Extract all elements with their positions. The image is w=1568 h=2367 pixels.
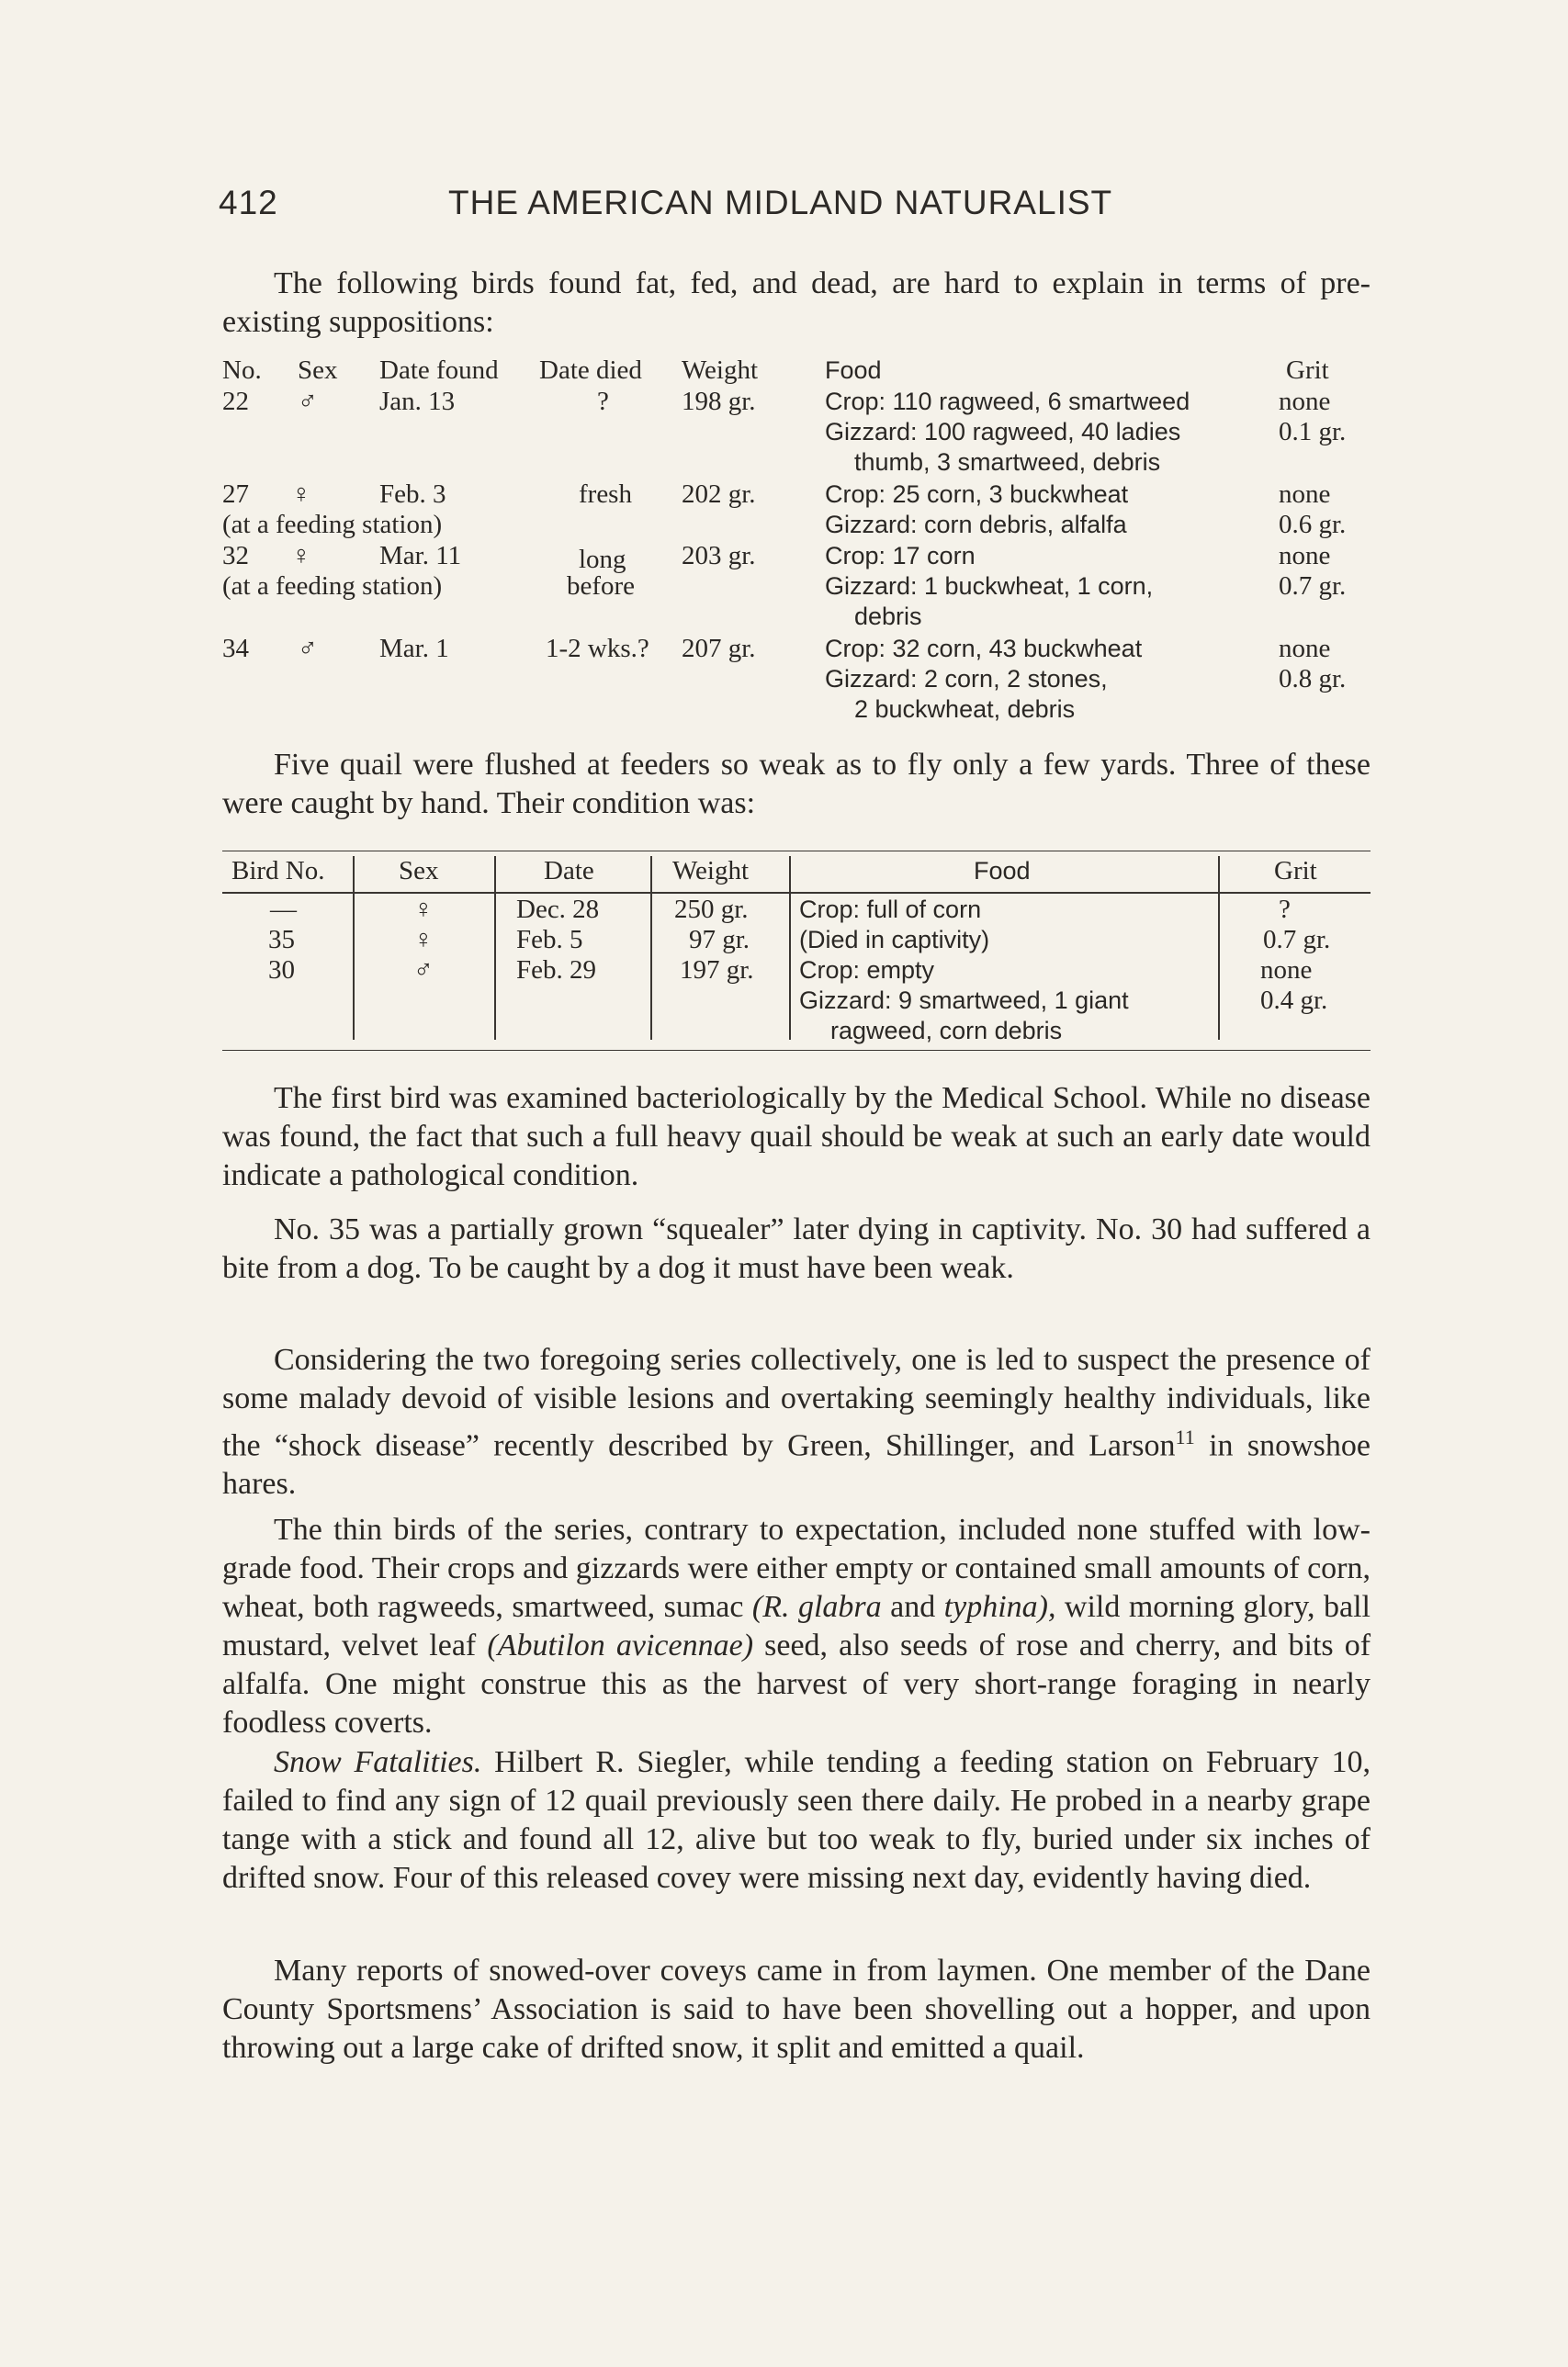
table-cell: none bbox=[1279, 479, 1331, 509]
page-number: 412 bbox=[219, 184, 278, 221]
table-cell: 198 gr. bbox=[682, 387, 756, 416]
journal-title: THE AMERICAN MIDLAND NATURALIST bbox=[448, 184, 1113, 221]
col-header-weight: Weight bbox=[682, 355, 759, 385]
table-cell: 197 gr. bbox=[680, 955, 754, 985]
table-cell: 0.6 gr. bbox=[1279, 510, 1347, 539]
table-cell: none bbox=[1279, 634, 1331, 663]
female-symbol: ♀ bbox=[291, 479, 311, 509]
table-cell: none bbox=[1279, 387, 1331, 416]
table-cell: Jan. 13 bbox=[379, 387, 456, 416]
male-symbol: ♂ bbox=[413, 955, 434, 985]
table-cell: Crop: empty bbox=[799, 956, 935, 984]
table-cell: fresh bbox=[579, 479, 632, 509]
col-header-grit: Grit bbox=[1274, 856, 1317, 885]
table-cell: Gizzard: 100 ragweed, 40 ladies bbox=[825, 418, 1181, 445]
col-header-grit: Grit bbox=[1286, 355, 1329, 385]
table-cell: 250 gr. bbox=[674, 895, 749, 924]
table-cell: none bbox=[1279, 541, 1331, 570]
table-cell: Mar. 1 bbox=[379, 634, 449, 663]
thin-birds-paragraph: The thin birds of the series, contrary to expectation, included none stuffed with low-grade food. Their crops and gizzards were either empty or contained small amounts of corn, wheat, both ragweeds, smartweed, sumac (R. glabra and typhina), wild morning glory, ball mustard, velvet leaf (Abutilon avicennae) seed, also seeds of rose and cherry, and bits of alfalfa. One might construe this as the harvest of very short-range foraging in nearly foodless coverts. bbox=[222, 1513, 1371, 1740]
table-cell: 207 gr. bbox=[682, 634, 756, 663]
col-header-sex: Sex bbox=[298, 355, 338, 385]
table-cell: Gizzard: 1 buckwheat, 1 corn, bbox=[825, 572, 1154, 600]
considering-paragraph: Considering the two foregoing series collectively, one is led to suspect the presence of some malady devoid of visible lesions and overtaking seemingly healthy individuals, like the “shock disease” recently described by Green, Shillinger, and Larson$^{11}$ in snowshoe hares. bbox=[222, 1343, 1371, 1502]
quail-paragraph: Five quail were flushed at feeders so weak as to fly only a few yards. Three of these were caught by hand. Their condition was: bbox=[222, 748, 1371, 820]
table-cell: 203 gr. bbox=[682, 541, 756, 570]
table-cell: 0.8 gr. bbox=[1279, 664, 1347, 693]
table-cell: Gizzard: 2 corn, 2 stones, bbox=[825, 665, 1108, 693]
table-cell: 34 bbox=[222, 634, 249, 663]
col-header-food: Food bbox=[825, 356, 882, 384]
table-cell: Gizzard: 9 smartweed, 1 giant bbox=[799, 986, 1129, 1014]
table-cell: Crop: 110 ragweed, 6 smartweed bbox=[825, 388, 1190, 415]
col-header-date-found: Date found bbox=[379, 355, 499, 385]
table-cell: 97 gr. bbox=[689, 925, 750, 954]
table-cell: 27 bbox=[222, 479, 249, 509]
table-cell: (Died in captivity) bbox=[799, 926, 990, 953]
reports-paragraph: Many reports of snowed-over coveys came in from laymen. One member of the Dane County Sportsmens’ Association is said to have been shovelling out a hopper, and upon throwing out a large cake of drifted snow, it split and emitted a quail. bbox=[222, 1954, 1371, 2065]
col-header-date: Date bbox=[544, 856, 594, 885]
col-header-no: No. bbox=[222, 355, 262, 385]
table-cell: 35 bbox=[268, 925, 295, 954]
table-cell: long bbox=[579, 545, 626, 574]
female-symbol: ♀ bbox=[413, 895, 434, 924]
col-header-sex: Sex bbox=[399, 856, 439, 885]
table-weak-quail bbox=[222, 847, 1371, 1051]
table-cell: Crop: 25 corn, 3 buckwheat bbox=[825, 480, 1129, 508]
table-cell: Dec. 28 bbox=[516, 895, 600, 924]
table-cell: 202 gr. bbox=[682, 479, 756, 509]
footnote-ref: 11 bbox=[1175, 1426, 1195, 1448]
table-cell: Feb. 3 bbox=[379, 479, 446, 509]
intro-paragraph: The following birds found fat, fed, and dead, are hard to explain in terms of pre-existing suppositions: bbox=[222, 266, 1371, 339]
table-cell: before bbox=[567, 571, 636, 601]
table-cell: Mar. 11 bbox=[379, 541, 462, 570]
snow-fatalities-paragraph: Snow Fatalities. Hilbert R. Siegler, while tending a feeding station on February 10, failed to find any sign of 12 quail previously seen there daily. He probed in a nearby grape tange with a stick and found all 12, alive but too weak to fly, buried under six inches of drifted snow. Four of this released covey were missing next day, evidently having died. bbox=[222, 1745, 1371, 1895]
col-header-food: Food bbox=[974, 857, 1031, 885]
column-divider bbox=[1218, 856, 1220, 1040]
table-cell: — bbox=[270, 895, 297, 924]
table-cell: Crop: 32 corn, 43 buckwheat bbox=[825, 635, 1143, 662]
table-note: (at a feeding station) bbox=[222, 571, 443, 601]
table-cell: 0.7 gr. bbox=[1279, 571, 1347, 601]
male-symbol: ♂ bbox=[298, 634, 318, 663]
table-note: (at a feeding station) bbox=[222, 510, 443, 539]
table-cell: Crop: 17 corn bbox=[825, 542, 976, 569]
table-cell: Feb. 29 bbox=[516, 955, 596, 985]
female-symbol: ♀ bbox=[413, 925, 434, 954]
no35-paragraph: No. 35 was a partially grown “squealer” later dying in captivity. No. 30 had suffered a bite from a dog. To be caught by a dog it must have been weak. bbox=[222, 1212, 1371, 1285]
col-header-weight: Weight bbox=[672, 856, 750, 885]
table-cell: ? bbox=[597, 387, 609, 416]
table-cell: ? bbox=[1279, 895, 1291, 924]
table-header-rule bbox=[222, 892, 1371, 894]
column-divider bbox=[789, 856, 791, 1040]
col-header-date-died: Date died bbox=[539, 355, 642, 385]
table-cell: 2 buckwheat, debris bbox=[854, 695, 1076, 723]
first-bird-paragraph: The first bird was examined bacteriologically by the Medical School. While no disease was found, the fact that such a full heavy quail should be weak at such an early date would indicate a pathological condition. bbox=[222, 1081, 1371, 1192]
table-cell: thumb, 3 smartweed, debris bbox=[854, 448, 1161, 476]
table-cell: 0.1 gr. bbox=[1279, 417, 1347, 446]
table-cell: 0.7 gr. bbox=[1263, 925, 1331, 954]
table-cell: Gizzard: corn debris, alfalfa bbox=[825, 511, 1127, 538]
table-cell: Feb. 5 bbox=[516, 925, 583, 954]
table-cell: Crop: full of corn bbox=[799, 896, 982, 923]
table-cell: 30 bbox=[268, 955, 295, 985]
column-divider bbox=[494, 856, 496, 1040]
table-cell: 22 bbox=[222, 387, 249, 416]
section-heading: Snow Fatalities. bbox=[274, 1745, 482, 1779]
table-cell: debris bbox=[854, 603, 922, 630]
table-cell: ragweed, corn debris bbox=[830, 1017, 1063, 1044]
col-header-bird-no: Bird No. bbox=[231, 856, 325, 885]
column-divider bbox=[353, 856, 355, 1040]
table-cell: 1-2 wks.? bbox=[546, 634, 649, 663]
male-symbol: ♂ bbox=[298, 387, 318, 416]
table-bottom-rule bbox=[222, 1050, 1371, 1051]
table-cell: none bbox=[1260, 955, 1313, 985]
table-cell: 32 bbox=[222, 541, 249, 570]
table-cell: 0.4 gr. bbox=[1260, 986, 1328, 1015]
column-divider bbox=[650, 856, 652, 1040]
female-symbol: ♀ bbox=[291, 541, 311, 570]
